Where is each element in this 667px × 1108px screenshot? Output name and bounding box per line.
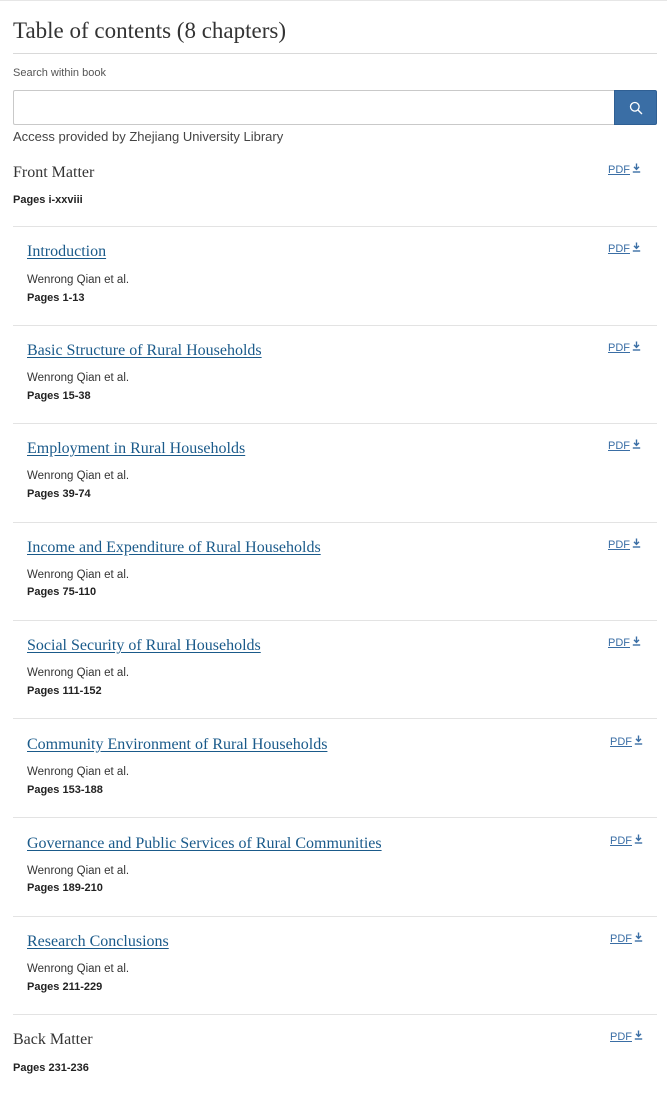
download-icon [632,538,641,548]
chapter-authors: Wenrong Qian et al. [27,865,130,877]
pdf-label: PDF [610,736,632,748]
toc-heading: Table of contents (8 chapters) [13,18,287,43]
chapter-authors: Wenrong Qian et al. [27,963,130,975]
divider [13,718,657,719]
download-icon [632,439,641,449]
front-matter-pdf-link[interactable] [608,164,641,176]
chapter-authors: Wenrong Qian et al. [27,667,130,679]
chapter-pdf-link[interactable] [608,637,641,649]
back-matter-title: Back Matter [13,1031,93,1048]
pdf-label: PDF [608,243,630,255]
download-icon [632,341,641,351]
download-icon [632,163,641,173]
chapter-pdf-link[interactable] [608,539,641,551]
access-provided-note: Access provided by Zhejiang University Library [13,129,284,144]
divider [13,916,657,917]
pdf-label: PDF [610,1031,632,1043]
chapter-pages: Pages 1-13 [27,292,85,304]
download-icon [634,1030,643,1040]
search-icon [629,101,643,115]
chapter-title-link[interactable]: Governance and Public Services of Rural Communities [27,835,382,852]
pdf-label: PDF [610,835,632,847]
search-label: Search within book [13,67,106,79]
chapter-authors: Wenrong Qian et al. [27,569,130,581]
front-matter-title: Front Matter [13,164,95,181]
top-divider [0,0,667,1]
divider [13,423,657,424]
back-matter-pages: Pages 231-236 [13,1062,89,1074]
divider [13,620,657,621]
back-matter-pdf-link[interactable] [610,1031,643,1043]
download-icon [634,735,643,745]
chapter-pdf-link[interactable] [610,835,643,847]
chapter-pdf-link[interactable] [610,933,643,945]
divider [13,325,657,326]
chapter-title-link[interactable]: Community Environment of Rural Households [27,736,328,753]
chapter-title-link[interactable]: Introduction [27,243,107,260]
chapter-pages: Pages 111-152 [27,685,102,697]
chapter-authors: Wenrong Qian et al. [27,372,130,384]
pdf-label: PDF [608,637,630,649]
chapter-title-link[interactable]: Income and Expenditure of Rural Households [27,539,321,556]
chapter-pdf-link[interactable] [608,243,641,255]
chapter-pdf-link[interactable] [608,342,641,354]
chapter-pdf-link[interactable] [608,440,641,452]
chapter-title-link[interactable]: Research Conclusions [27,933,169,950]
chapter-title-link[interactable]: Social Security of Rural Households [27,637,261,654]
download-icon [634,932,643,942]
pdf-label: PDF [608,440,630,452]
chapter-pages: Pages 211-229 [27,981,103,993]
search-within-book-input[interactable] [13,90,614,125]
heading-divider [13,53,657,54]
pdf-label: PDF [608,164,630,176]
chapter-authors: Wenrong Qian et al. [27,274,130,286]
download-icon [634,834,643,844]
chapter-pages: Pages 153-188 [27,784,103,796]
chapter-authors: Wenrong Qian et al. [27,470,130,482]
divider [13,1014,657,1015]
chapter-title-link[interactable]: Basic Structure of Rural Households [27,342,262,359]
download-icon [632,636,641,646]
divider [13,226,657,227]
chapter-title-link[interactable]: Employment in Rural Households [27,440,246,457]
pdf-label: PDF [608,342,630,354]
divider [13,522,657,523]
search-button[interactable] [614,90,657,125]
chapter-pages: Pages 189-210 [27,882,103,894]
chapter-authors: Wenrong Qian et al. [27,766,130,778]
chapter-pages: Pages 39-74 [27,488,91,500]
pdf-label: PDF [608,539,630,551]
front-matter-pages: Pages i-xxviii [13,194,83,206]
chapter-pages: Pages 75-110 [27,586,97,598]
download-icon [632,242,641,252]
divider [13,817,657,818]
pdf-label: PDF [610,933,632,945]
chapter-pages: Pages 15-38 [27,390,91,402]
chapter-pdf-link[interactable] [610,736,643,748]
